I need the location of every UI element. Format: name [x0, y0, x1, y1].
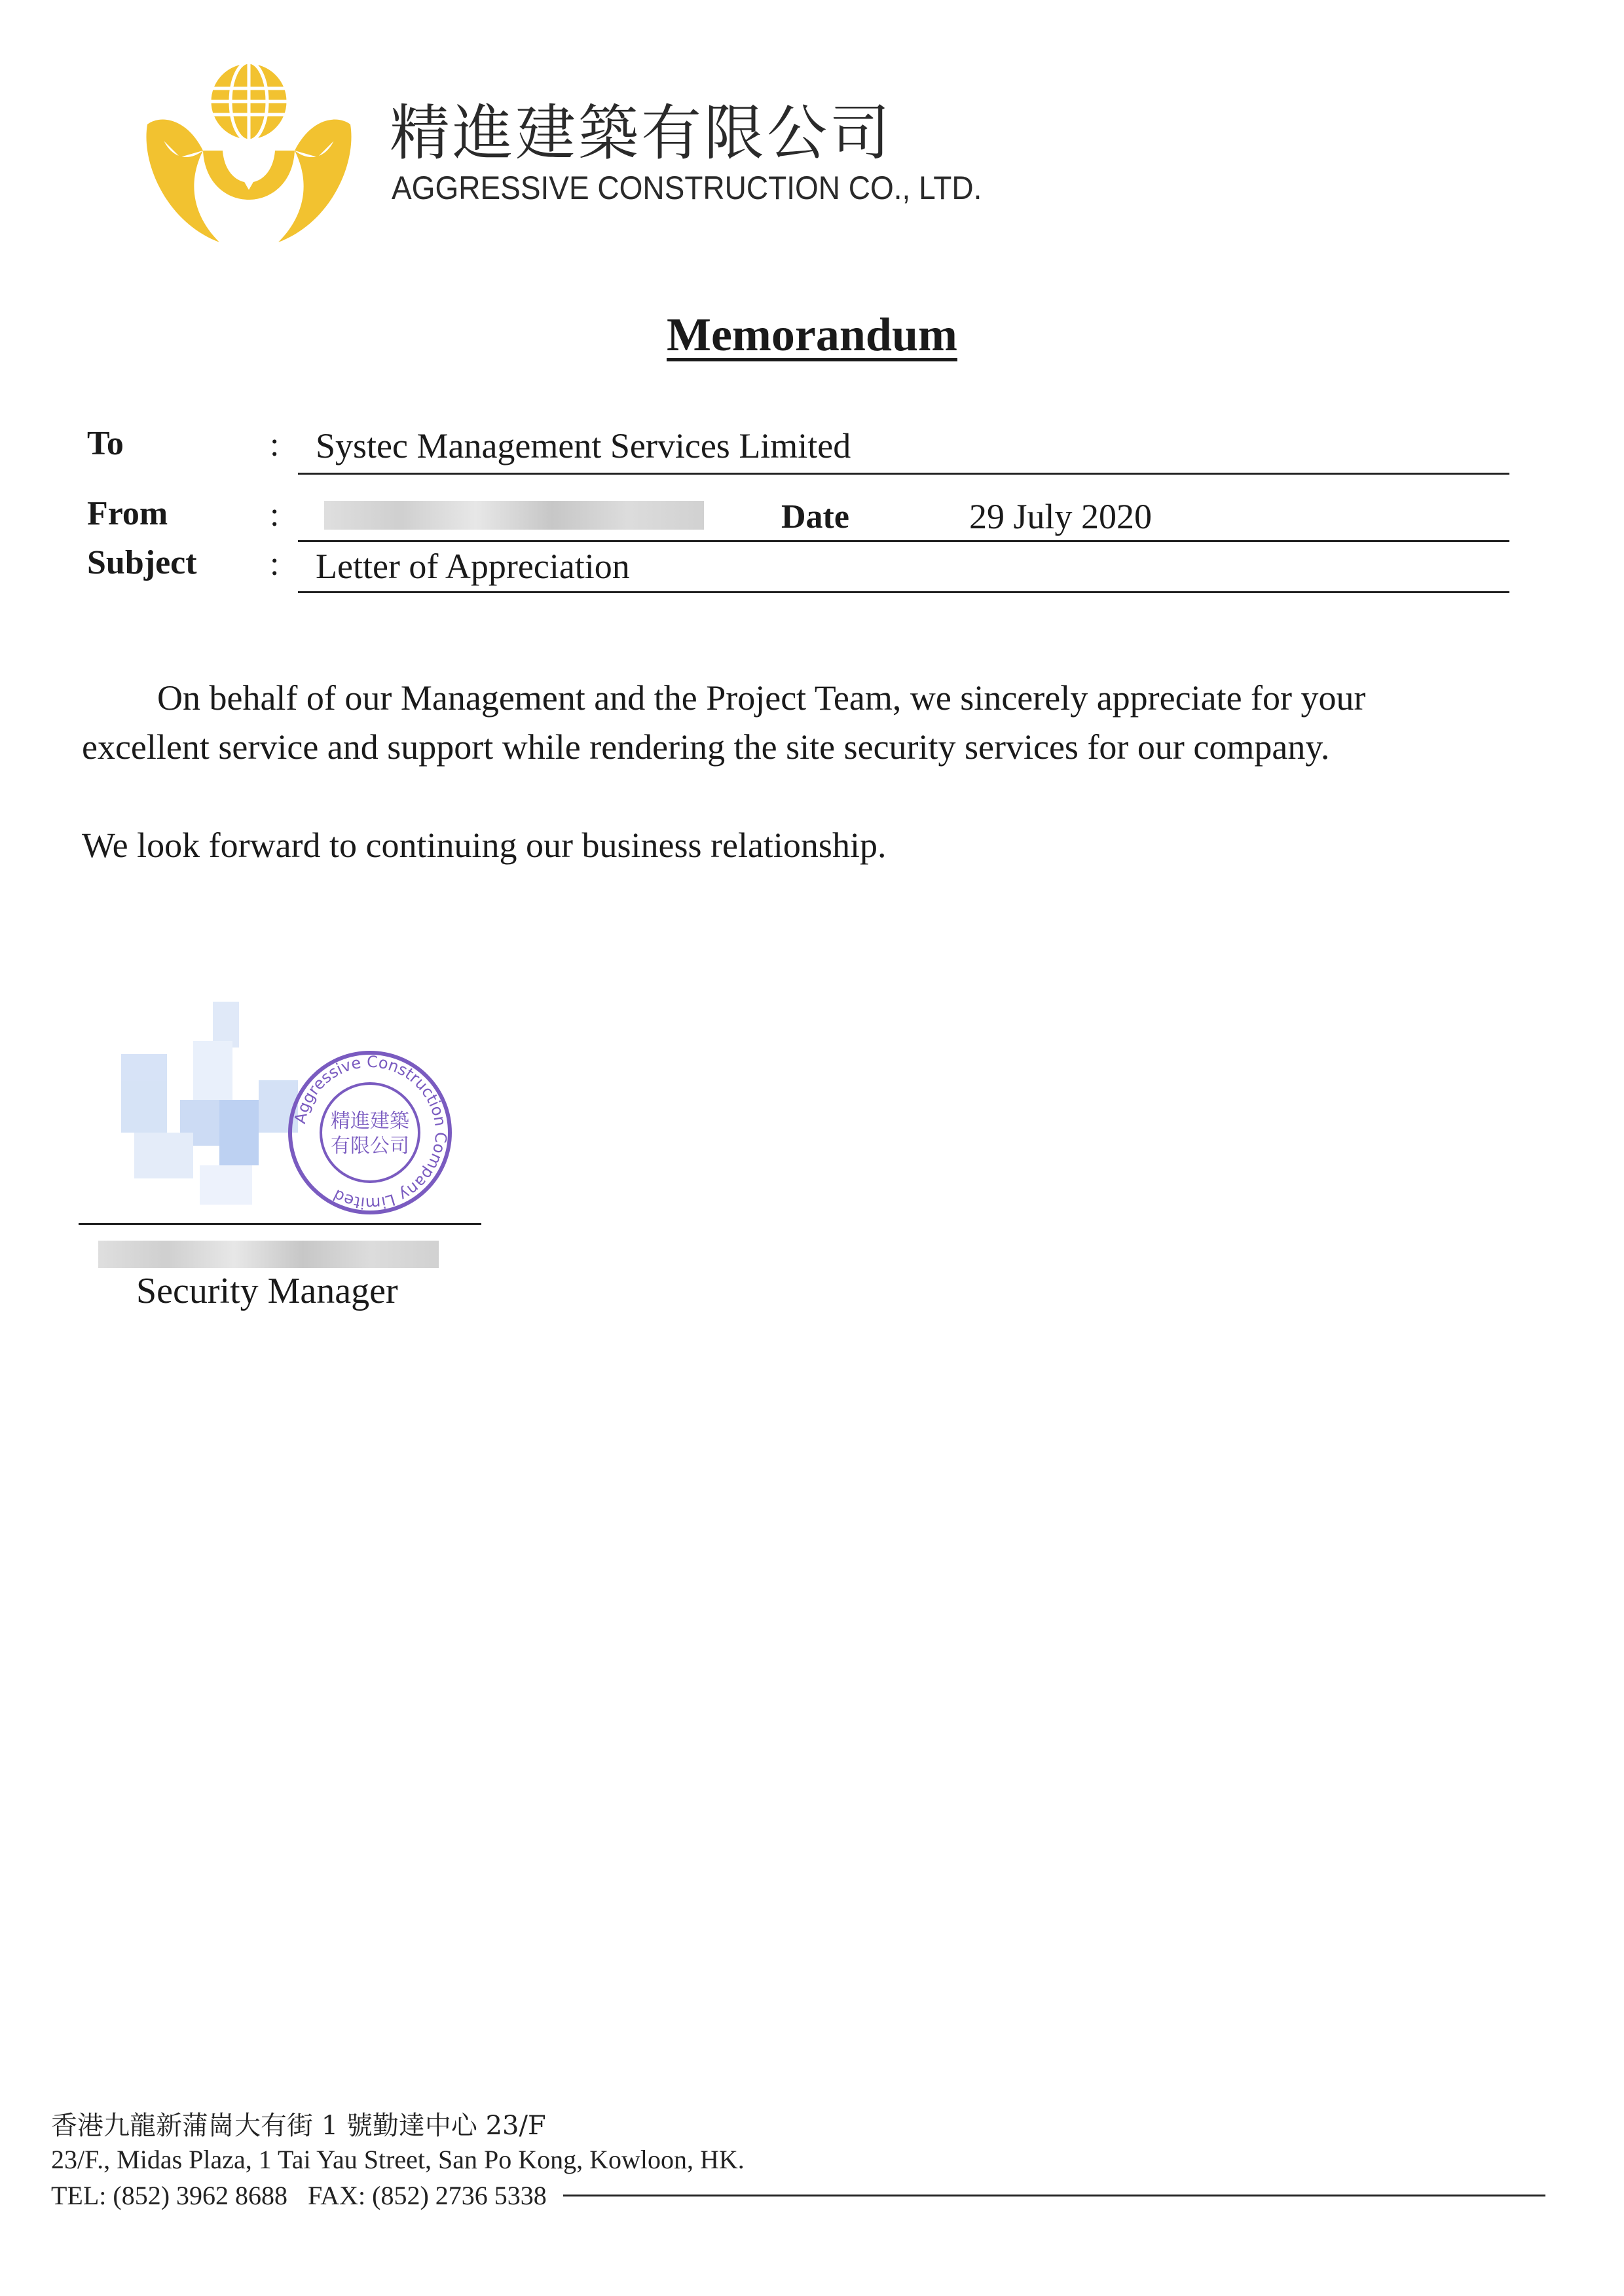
signature-redacted: [121, 1002, 311, 1218]
company-name-en: AGGRESSIVE CONSTRUCTION CO., LTD.: [392, 170, 982, 206]
footer-fax: FAX: (852) 2736 5338: [308, 2181, 547, 2210]
company-name-zh: 精進建築有限公司: [390, 98, 893, 168]
to-label: To: [87, 425, 124, 462]
body-paragraph-1-line-1: On behalf of our Management and the Project Team, we sincerely appreciate for your: [157, 678, 1366, 718]
signatory-name-redacted: [98, 1241, 439, 1268]
to-colon: :: [270, 426, 280, 464]
body-paragraph-1-line-2: excellent service and support while rendering the site security services for our company.: [82, 727, 1330, 767]
to-underline: [298, 473, 1509, 475]
to-value: Systec Management Services Limited: [316, 426, 851, 465]
company-logo: [141, 52, 357, 249]
subject-label: Subject: [87, 544, 197, 581]
stamp-inner-text-2: 有限公司: [331, 1135, 409, 1157]
footer-rule: [563, 2195, 1545, 2196]
footer-address-en: 23/F., Midas Plaza, 1 Tai Yau Street, San Po Kong, Kowloon, HK.: [51, 2145, 745, 2174]
stamp-inner-text-1: 精進建築: [331, 1110, 409, 1133]
footer-address-zh: 香港九龍新蒲崗大有街 1 號勤達中心 23/F: [51, 2111, 546, 2141]
subject-colon: :: [270, 545, 280, 583]
signature-line: [79, 1223, 481, 1225]
subject-value: Letter of Appreciation: [316, 547, 630, 586]
footer-tel: TEL: (852) 3962 8688: [51, 2181, 288, 2210]
from-label: From: [87, 495, 168, 532]
signatory-title: Security Manager: [136, 1271, 398, 1311]
from-date-underline: [298, 540, 1509, 542]
date-label: Date: [781, 498, 849, 536]
date-value: 29 July 2020: [969, 497, 1153, 536]
subject-underline: [298, 591, 1509, 593]
stamp-outer-text: Aggressive Construction Company Limited: [290, 1052, 451, 1213]
memo-title: Memorandum: [667, 308, 957, 361]
from-value-redacted: [324, 501, 704, 530]
from-colon: :: [270, 496, 280, 534]
company-stamp: [285, 1048, 455, 1218]
body-paragraph-2: We look forward to continuing our business relationship.: [82, 826, 887, 865]
globe-wings-logo-icon: [141, 52, 357, 249]
